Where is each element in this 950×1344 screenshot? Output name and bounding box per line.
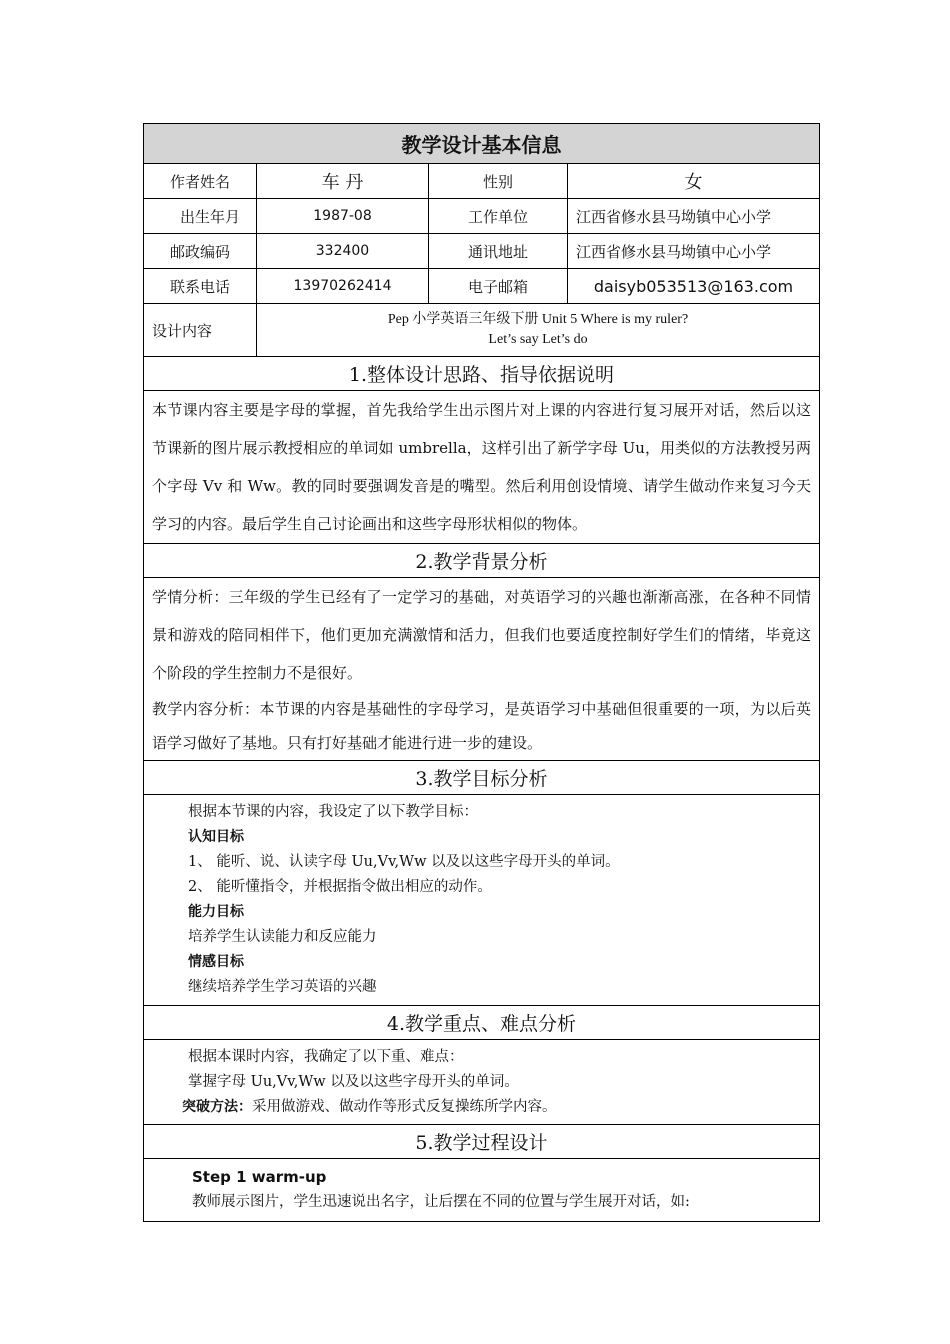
section-3-heading: 3.教学目标分析 [144, 761, 820, 795]
phone-value: 13970262414 [257, 269, 429, 304]
section-5-heading: 5.教学过程设计 [144, 1125, 820, 1159]
author-value: 车 丹 [257, 164, 429, 199]
section-1-heading: 1.整体设计思路、指导依据说明 [144, 357, 820, 391]
author-label: 作者姓名 [144, 164, 257, 199]
method-text: 采用做游戏、做动作等形式反复操练所学内容。 [252, 1098, 557, 1115]
section-4-body [144, 1040, 820, 1125]
design-line-1: Pep 小学英语三年级下册 Unit 5 Where is my ruler? [387, 312, 689, 327]
email-value: daisyb053513@163.com [568, 269, 820, 304]
method-label: 突破方法： [182, 1098, 252, 1115]
birth-label: 出生年月 [144, 199, 257, 234]
ability-goal-item: 培养学生认读能力和反应能力 [188, 929, 377, 945]
ability-goal-heading: 能力目标 [188, 904, 244, 920]
section-2-body [144, 578, 820, 761]
address-value: 江西省修水县马坳镇中心小学 [568, 234, 820, 269]
section-4-heading: 4.教学重点、难点分析 [144, 1006, 820, 1040]
cognitive-goal-item-1: 1、 能听、说、认读字母 Uu,Vv,Ww 以及以这些字母开头的单词。 [188, 854, 620, 870]
section-3-body [144, 795, 820, 1006]
gender-value: 女 [568, 164, 820, 199]
section-4-intro: 根据本课时内容，我确定了以下重、难点： [188, 1048, 464, 1065]
section-2-paragraph-1: 学情分析：三年级的学生已经有了一定学习的基础，对英语学习的兴趣也渐渐高涨，在各种不同情景和游戏的陪同相伴下，他们更加充满激情和活力，但我们也要适度控制好学生们的情绪，毕竟这个阶段的学生控制力不是很好。 [152, 588, 811, 682]
emotion-goal-item: 继续培养学生学习英语的兴趣 [188, 979, 377, 995]
section-5-body [144, 1159, 820, 1222]
phone-label: 联系电话 [144, 269, 257, 304]
doc-title: 教学设计基本信息 [144, 124, 820, 164]
section-1-paragraph: 本节课内容主要是字母的掌握，首先我给学生出示图片对上课的内容进行复习展开对话，然后以这节课新的图片展示教授相应的单词如 umbrella，这样引出了新学字母 Uu，用类似的方法教授另两个字母 Vv 和 Ww。教的同时要强调发音是的嘴型。然后利用创设情境、请学生做动作来复习今天学习的内容。最后学生自己讨论画出和这些字母形状相似的物体。 [152, 401, 811, 533]
email-label: 电子邮箱 [429, 269, 568, 304]
section-2-heading: 2.教学背景分析 [144, 544, 820, 578]
section-1-body [144, 391, 820, 544]
design-line-2: Let’s say Let’s do [488, 332, 588, 347]
gender-label: 性别 [429, 164, 568, 199]
cognitive-goal-heading: 认知目标 [188, 829, 244, 845]
birth-value: 1987-08 [257, 199, 429, 234]
section-4-method [182, 1095, 819, 1120]
emotion-goal-heading: 情感目标 [188, 954, 244, 970]
work-label: 工作单位 [429, 199, 568, 234]
document-page [143, 123, 819, 1222]
step-1-heading: Step 1 warm-up [192, 1168, 327, 1186]
design-content [257, 304, 820, 357]
work-value: 江西省修水县马坳镇中心小学 [568, 199, 820, 234]
section-3-intro: 根据本节课的内容，我设定了以下教学目标： [188, 804, 478, 820]
design-label: 设计内容 [144, 304, 257, 357]
section-4-key-point: 掌握字母 Uu,Vv,Ww 以及以这些字母开头的单词。 [188, 1073, 519, 1090]
address-label: 通讯地址 [429, 234, 568, 269]
postcode-value: 332400 [257, 234, 429, 269]
step-1-text: 教师展示图片，学生迅速说出名字，让后摆在不同的位置与学生展开对话，如: [192, 1194, 690, 1210]
postcode-label: 邮政编码 [144, 234, 257, 269]
info-table [143, 123, 820, 1222]
cognitive-goal-item-2: 2、 能听懂指令，并根据指令做出相应的动作。 [188, 879, 492, 895]
section-2-paragraph-2: 教学内容分析：本节课的内容是基础性的字母学习，是英语学习中基础但很重要的一项，为以后英语学习做好了基地。只有打好基础才能进行进一步的建设。 [152, 700, 811, 752]
